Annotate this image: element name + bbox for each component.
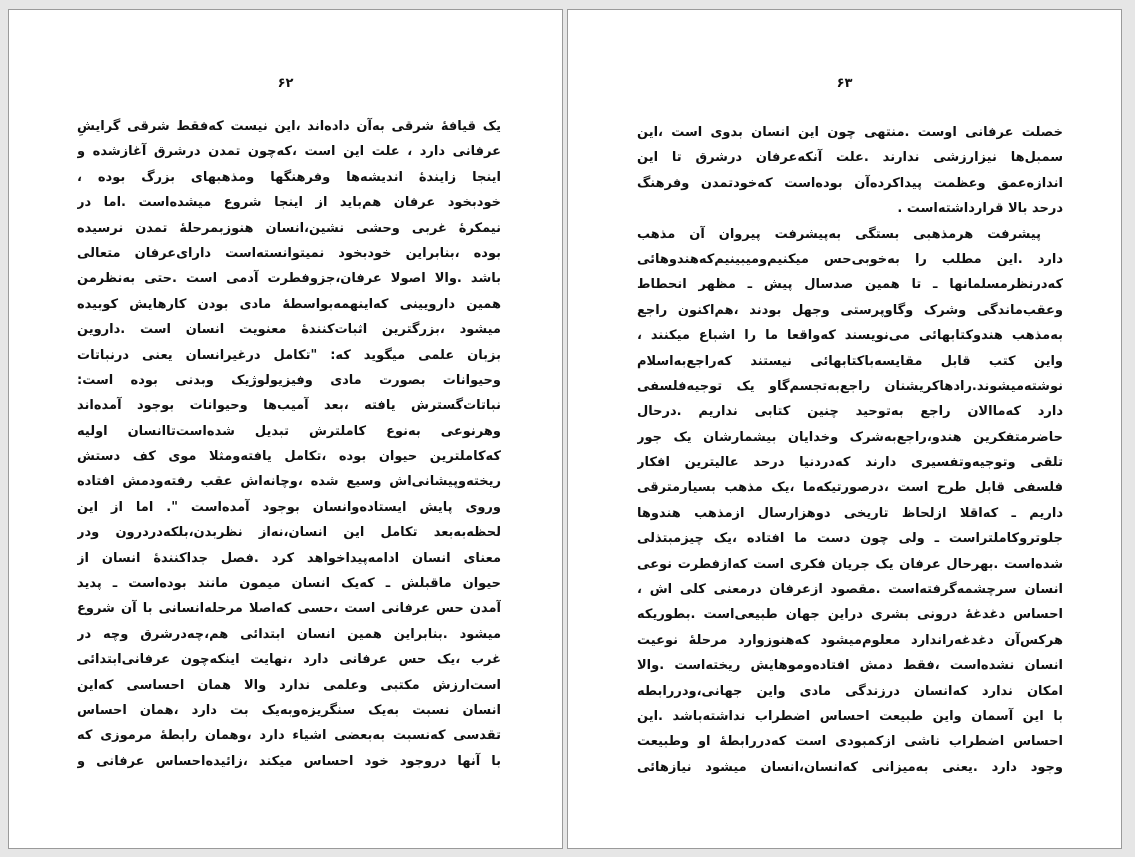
text-line: بزبان علمی میگوید که: "تکامل درغیرانسان یعنی درنباتات — [77, 347, 501, 363]
text-line: انسان نشده‌است ،فقط دمش افتاده‌وموهایش ریخته‌است .والا — [637, 658, 1063, 674]
text-line: احساس دغدغه‌ٔ درونی بشری دراین جهان طبیعی‌است .بطوریکه — [637, 607, 1063, 623]
text-line: بوده ،بنابراین خودبخود نمیتوانسته‌است دارای‌عرفان متعالی — [77, 245, 501, 261]
text-line: که‌درنظرمسلمانها ـ تا همین صدسال پیش ـ مظهر انحطاط — [637, 277, 1063, 293]
text-line: لحظه‌به‌بعد تکامل این انسان،نه‌از نظربدن،بلکه‌دردرون ودر — [77, 525, 501, 541]
text-line: باشد .والا اصولا عرفان،جزوفطرت آدمی است .حتی به‌نظرمن — [77, 271, 501, 287]
text-line: وعقب‌ماندگی وشرک وگاوپرستی وجهل بودند ،هم‌اکنون راجع — [637, 302, 1063, 318]
text-line: وجود دارد .یعنی به‌میزانی که‌انسان،انسان میشود نیازهائی — [637, 759, 1063, 775]
text-line: آمدن حس عرفانی است ،حسی که‌اصلا مرحله‌انسانی با آن شروع — [77, 601, 501, 617]
text-line: جلوتروکاملتراست ـ ولی چون دست ما افتاده ،یک چیزمبتذلی — [637, 531, 1063, 547]
text-line: دارد .این مطلب را به‌خوبی‌حس میکنیم‌ومیبینیم‌که‌هندوهائی — [637, 251, 1063, 267]
text-line: خودبخود عرفان هم‌باید از اینجا شروع میشده‌است .اما در — [77, 195, 501, 211]
text-line: حیوان ماقبلش ـ که‌یک انسان میمون مانند بوده‌است ـ پدید — [77, 576, 501, 592]
text-line: فلسفی قابل طرح است ،درصورتیکه‌ما ،یک مذهب بسیارمترقی — [637, 480, 1063, 496]
text-line: دارد که‌ماالان راجع به‌توحید چنین کتابی نداریم .درحال — [637, 404, 1063, 420]
text-line: غرب ،یک حس عرفانی دارد ،نهایت اینکه‌چون عرفانی‌ابتدائی — [77, 652, 501, 668]
text-line: با آنها دروجود خود احساس میکند ،زائیده‌احساس عرفانی و — [77, 753, 501, 769]
text-line: میشود .بنابراین همین انسان ابتدائی هم،چه‌درشرق وچه در — [77, 626, 501, 642]
left-page — [8, 9, 563, 849]
text-line: هرکس‌آن دغدغه‌راندارد معلوم‌میشود که‌هنوزوارد مرحله‌ٔ نوعیت — [637, 632, 1063, 648]
text-line: امکان ندارد که‌انسان درزندگی مادی واین جهانی،ودررابطه — [637, 683, 1063, 699]
text-line: وروی پایش ایستاده‌وانسان بوجود آمده‌است ". اما از این — [77, 499, 501, 515]
text-line: میشود ،بزرگترین اثبات‌کننده‌ٔ معنویت انسان است .داروین — [77, 322, 501, 338]
page-number: ۶۳ — [836, 76, 853, 91]
text-line: حاضرمتفکرین هندو،راجع‌به‌شرک وخدایان بیشمارشان یک جور — [637, 429, 1063, 445]
text-line: معنای انسان ادامه‌پیداخواهد کرد .فصل جداکننده‌ٔ انسان از — [77, 550, 501, 566]
text-line: نوشته‌میشوند.رادهاکریشنان راجع‌به‌تجسم‌گاو یک توجیه‌فلسفی — [637, 378, 1063, 394]
text-line: نباتات‌گسترش یافته ،بعد آمیب‌ها وحیوانات بوجود آمده‌اند — [77, 398, 501, 414]
page-number: ۶۲ — [277, 76, 294, 91]
text-line: عرفانی دارد ، علت این است ،که‌چون تمدن درشرق آغازشده و — [77, 144, 501, 160]
text-line: نیمکره‌ٔ غربی وحشی نشین،انسان هنوزبمرحله‌ٔ تمدن نرسیده — [77, 220, 501, 236]
text-line: تقدسی که‌نسبت به‌بعضی اشیاء دارد ،وهمان رابطه‌ٔ مرموزی که — [77, 728, 501, 744]
text-line: انسان نسبت به‌یک سنگریزه‌وبه‌یک بت دارد ،همان احساس — [77, 702, 501, 718]
text-line: پیشرفت هرمذهبی بستگی به‌پیشرفت پیروان آن مذهب — [637, 226, 1041, 242]
text-line: همین دارویینی که‌اینهمه‌بواسطه‌ٔ مادی بودن کارهایش کوبیده — [77, 296, 501, 312]
text-line: اینجا زاینده‌ٔ اندیشه‌ها وفرهنگها ومذهبهای بزرگ بوده ، — [77, 169, 501, 185]
text-line: انسان سرچشمه‌گرفته‌است .مقصود ازعرفان درمعنی کلی اش ، — [637, 582, 1063, 598]
text-line: سمبل‌ها نیزارزشی ندارند .علت آنکه‌عرفان درشرق تا این — [637, 150, 1063, 166]
page-text — [637, 120, 1063, 780]
text-line: اندازه‌عمق وعظمت پیداکرده‌آن بوده‌است که‌خودتمدن وفرهنگ — [637, 175, 1063, 191]
right-page — [567, 9, 1122, 849]
text-line: به‌مذهب هندوکتابهائی می‌نویسند که‌واقعا ما را اشباع میکنند ، — [637, 328, 1063, 344]
text-line: وهرنوعی به‌نوع کاملترش تبدیل شده‌است‌تاانسان اولیه — [77, 423, 501, 439]
text-line: شده‌است .بهرحال عرفان یک جریان فکری است که‌ازفطرت نوعی — [637, 556, 1063, 572]
page-text — [77, 114, 501, 774]
text-line: که‌کاملترین حیوان بوده ،تکامل یافته‌ومثلا موی کف دستش — [77, 449, 501, 465]
text-line: واین کتب قابل مقایسه‌باکتابهائی نیستند که‌راجع‌به‌اسلام — [637, 353, 1063, 369]
text-line: احساس اضطراب ناشی ازکمبودی است که‌دررابطه‌ٔ او وطبیعت — [637, 734, 1063, 750]
text-line: یک قیافه‌ٔ شرقی به‌آن داده‌اند ،این نیست که‌فقط شرقی گرایشِ — [77, 119, 501, 134]
text-line: ریخته‌وپیشانی‌اش وسیع شده ،وچانه‌اش عقب رفته‌ودمش افتاده — [77, 474, 501, 490]
text-line: با این آسمان واین طبیعت احساس اضطراب نداشته‌باشد .این — [637, 708, 1063, 724]
text-line: است‌ارزش مکتبی وعلمی ندارد والا همان احساسی که‌این — [77, 677, 501, 693]
text-line: وحیوانات بصورت مادی وفیزیولوژیک وبدنی بوده است: — [77, 372, 501, 388]
text-line: خصلت عرفانی اوست .منتهی چون این انسان بدوی است ،این — [637, 125, 1063, 140]
text-line: درحد بالا قرارداشته‌است . — [897, 201, 1063, 217]
text-line: تلقی وتوجیه‌وتفسیری دارند که‌دردنیا درحد عالیترین افکار — [637, 455, 1063, 471]
text-line: داریم ـ که‌اقلا ازلحاظ تاریخی دوهزارسال ازمذهب هندوها — [637, 505, 1063, 521]
